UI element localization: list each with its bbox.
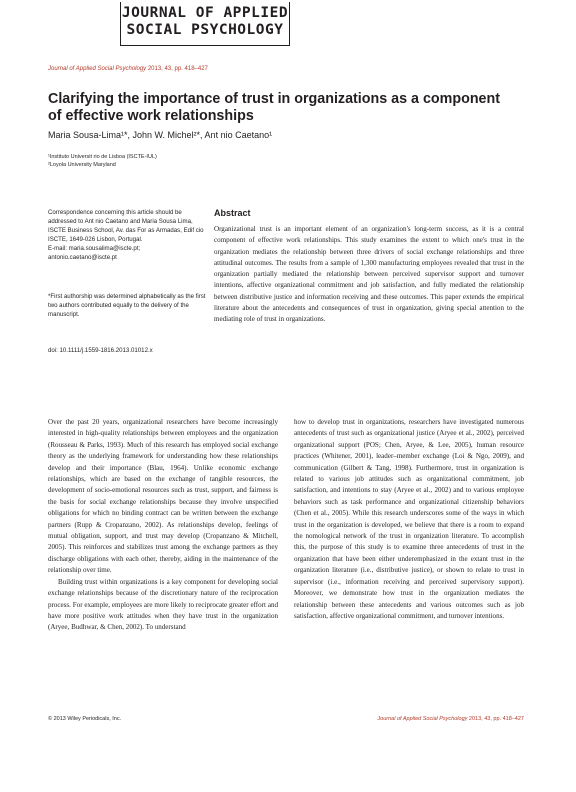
correspondence-emails: E-mail: maria.sousalima@iscte.pt; antonio.caetano@iscte.pt xyxy=(48,245,141,261)
abstract-text: Organizational trust is an important element of an organization's long-term success, as it is a central component of effective work relationships. This study examines the extent to which one's trust in the organization mediates the relationship between three drivers of social exchange relationships and three attitudinal outcomes. The results from a sample of 1,300 manufacturing employees revealed that trust in the organization partially mediated the relationship between perceived supervisor support and turnover intentions, affective organizational commitment and job satisfaction, and fully mediated the relationship between distributive justice and information receiving and these outcomes. This paper extends the empirical literature about the antecedents and consequences of trust in organization, giving special attention to the mediating role of trust in organizations. xyxy=(214,225,524,324)
body-paragraph: Over the past 20 years, organizational researchers have become increasingly interested in high-quality relationships between employees and the organization (Rousseau & Parks, 1993). Much of this research has employed social exchange theory as the underlying framework for understanding how these relationships develop and their importance (Blau, 1964). Unlike economic exchange relationships, which are based on the exchange of tangible resources, the development of socio-emotional resources such as trust, support, and fairness is the basis for social exchange relationships because they involve unspecified obligations for which no binding contract can be written between the exchange partners (Rupp & Cropanzano, 2002). As relationships develop, feelings of mutual obligation, support, and trust may develop (Cropanzano & Mitchell, 2005). This reinforces and stabilizes trust among the exchange partners as they discharge obligations with each other, thereby, aiding in the maintenance of the relationship over time. xyxy=(48,418,278,575)
journal-logo xyxy=(120,2,290,46)
doi: doi: 10.1111/j.1559-1816.2013.01012.x xyxy=(48,347,153,354)
abstract-heading: Abstract xyxy=(214,208,251,218)
journal-logo-line2: SOCIAL PSYCHOLOGY xyxy=(126,22,284,38)
body-column-left xyxy=(48,417,278,634)
correspondence-note xyxy=(48,208,208,262)
author-list: Maria Sousa-Lima¹*, John W. Michel²*, Ant nio Caetano¹ xyxy=(48,130,273,140)
footer-citation xyxy=(377,716,524,722)
header-citation-journal: Journal of Applied Social Psychology xyxy=(48,66,147,72)
affiliation-2: ²Loyola University Maryland xyxy=(48,162,116,168)
article-title: Clarifying the importance of trust in organizations as a component of effective work relationships xyxy=(48,91,500,124)
body-paragraph: how to develop trust in organizations, researchers have investigated numerous antecedents of trust such as organizational justice (Aryee et al., 2002), perceived organizational support (POS; Chen, Aryee, & Lee, 2005), human resource practices (Whitener, 2001), leader–member exchange (Loi & Ngo, 2009), and communication (Gilbert & Tang, 1998). Furthermore, trust in organization is related to various job attitudes such as organizational commitment, job satisfaction, and intentions to stay (Aryee et al., 2002) and to various employee behaviors such as task performance and organizational citizenship behaviors (Chen et al., 2005). While this research underscores some of the ways in which trust in the organization is developed, we believe that there is a room to expand the nomological network of the trust in organization literature. To accomplish this, the purpose of this study is to examine three antecedents of trust in the organization that have been either underemphasized in the extant trust in the organization literature (i.e., distributive justice), or shown to relate to trust in supervisor (i.e., information receiving and perceived supervisory support). Moreover, we demonstrate how trust in the organization mediates the relationship between these antecedents and various outcomes such as job satisfaction, affective organizational commitment, and turnover intentions. xyxy=(294,418,524,620)
header-citation xyxy=(48,66,208,72)
affiliation-1: ¹Instituto Universit rio de Lisboa (ISCTE-IUL) xyxy=(48,154,157,160)
header-citation-details: 2013, 43, pp. 418–427 xyxy=(146,66,208,72)
footer-journal: Journal of Applied Social Psychology xyxy=(377,716,468,722)
footer-copyright: © 2013 Wiley Periodicals, Inc. xyxy=(48,716,122,722)
footer-details: 2013, 43, pp. 418–427 xyxy=(467,716,524,722)
body-paragraph: Building trust within organizations is a key component for developing social exchange relationships because of the discretionary nature of the reciprocation process. For example, employees are more likely to reciprocate greater effort and have more positive work attitudes when they have trust in the organization (Aryee, Budhwar, & Chen, 2002). To understand xyxy=(48,577,278,632)
journal-logo-line1: JOURNAL OF APPLIED xyxy=(121,5,289,21)
correspondence-address: Correspondence concerning this article should be addressed to Ant nio Caetano and Maria Sousa Lima, ISCTE Business School, Av. das For as Armadas, Edif cio ISCTE, 1649-026 Lisbon, Portugal. xyxy=(48,209,204,243)
authorship-footnote: *First authorship was determined alphabetically as the first two authors contributed equally to the delivery of the manuscript. xyxy=(48,293,206,318)
body-column-right xyxy=(294,417,524,622)
